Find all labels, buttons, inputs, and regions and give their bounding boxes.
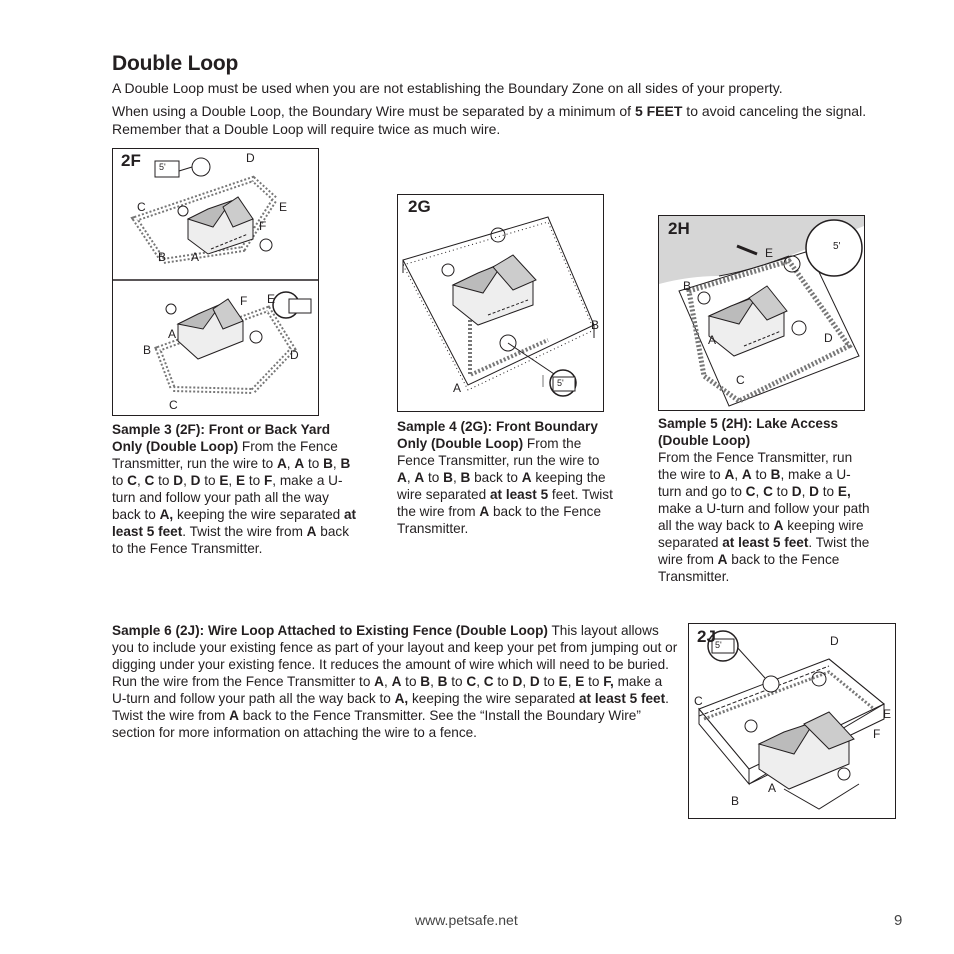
figure-2h-label: 2H	[668, 219, 690, 238]
wire-point-label: B	[143, 343, 152, 357]
caption-sample-6: Sample 6 (2J): Wire Loop Attached to Existing Fence (Double Loop) This layout allows you to include your existing fence as part of your layout and keep your pet from jumping out or digging under your existing fence. It reduces the amount of wire which will need to be buried. Run the wire from the Fence Transmitter to A, A to B, B to C, C to D, D to E, E to F, make a U-turn and follow your path all the way back to A, keeping the wire separated at least 5 feet. Twist the wire from A back to the Fence Transmitter. See the “Install the Boundary Wire” section for more information on attaching the wire to a fence.	[112, 623, 678, 740]
measure-label: 5'	[557, 378, 564, 388]
wire-point-label: F	[240, 294, 248, 308]
wire-point-label: E	[765, 246, 774, 260]
measure-label: 5'	[159, 162, 166, 172]
figure-2g-illustration	[398, 195, 603, 411]
wire-point-label: C	[137, 200, 146, 214]
wire-point-label: B	[158, 250, 167, 264]
figure-2j-illustration	[689, 624, 895, 818]
wire-point-label: B	[731, 794, 740, 808]
measure-label: 5'	[715, 640, 722, 650]
figure-2h	[658, 215, 865, 411]
figure-2f	[112, 148, 319, 416]
wire-point-label: A	[168, 327, 177, 341]
wire-point-label: A	[453, 381, 462, 395]
page-number: 9	[894, 912, 903, 929]
figure-2j-label: 2J	[697, 627, 716, 646]
wire-point-label: C	[169, 398, 178, 412]
wire-point-label: D	[830, 634, 839, 648]
separation-paragraph: When using a Double Loop, the Boundary Wire must be separated by a minimum of 5 FEET to avoid canceling the signal. Remember that a Double Loop will require twice as much wire.	[112, 103, 867, 137]
wire-point-label: F	[873, 727, 881, 741]
footer-url[interactable]: www.petsafe.net	[415, 912, 518, 928]
caption-sample-4: Sample 4 (2G): Front Boundary Only (Double Loop) From the Fence Transmitter, run the wire to A, A to B, B back to A keeping the wire separated at least 5 feet. Twist the wire from A back to the Fence Transmitter.	[397, 419, 613, 536]
wire-point-label: E	[279, 200, 288, 214]
wire-point-label: E	[267, 292, 276, 306]
wire-point-label: F	[259, 219, 267, 233]
wire-point-label: B	[591, 318, 600, 332]
wire-point-label: D	[290, 348, 299, 362]
caption-sample-5: Sample 5 (2H): Lake Access (Double Loop) From the Fence Transmitter, run the wire to A, A to B, make a U-turn and go to C, C to D, D to E, make a U-turn and follow your path all the way back to A keeping wire separated at least 5 feet. Twist the wire from A back to the Fence Transmitter.	[658, 416, 870, 584]
wire-point-label: E	[883, 707, 892, 721]
wire-point-label: C	[736, 373, 745, 387]
wire-point-label: A	[191, 250, 200, 264]
figure-2j	[688, 623, 896, 819]
wire-point-label: D	[246, 151, 255, 165]
page-title: Double Loop	[112, 52, 239, 75]
figure-2f-label: 2F	[121, 151, 141, 170]
intro-paragraph: A Double Loop must be used when you are not establishing the Boundary Zone on all sides of your property.	[112, 80, 783, 96]
figure-2f-illustration	[113, 149, 318, 415]
wire-point-label: A	[768, 781, 777, 795]
wire-point-label: B	[683, 279, 692, 293]
wire-point-label: A	[708, 333, 717, 347]
figure-2g	[397, 194, 604, 412]
wire-point-label: D	[824, 331, 833, 345]
figure-2g-label: 2G	[408, 197, 431, 216]
caption-sample-3: Sample 3 (2F): Front or Back Yard Only (Double Loop) From the Fence Transmitter, run the wire to A, A to B, B to C, C to D, D to E, E to F, make a U-turn and follow your path all the way back to A, keeping the wire separated at least 5 feet. Twist the wire from A back to the Fence Transmitter.	[112, 422, 357, 556]
measure-label: 5'	[833, 241, 841, 252]
wire-point-label: C	[694, 694, 703, 708]
